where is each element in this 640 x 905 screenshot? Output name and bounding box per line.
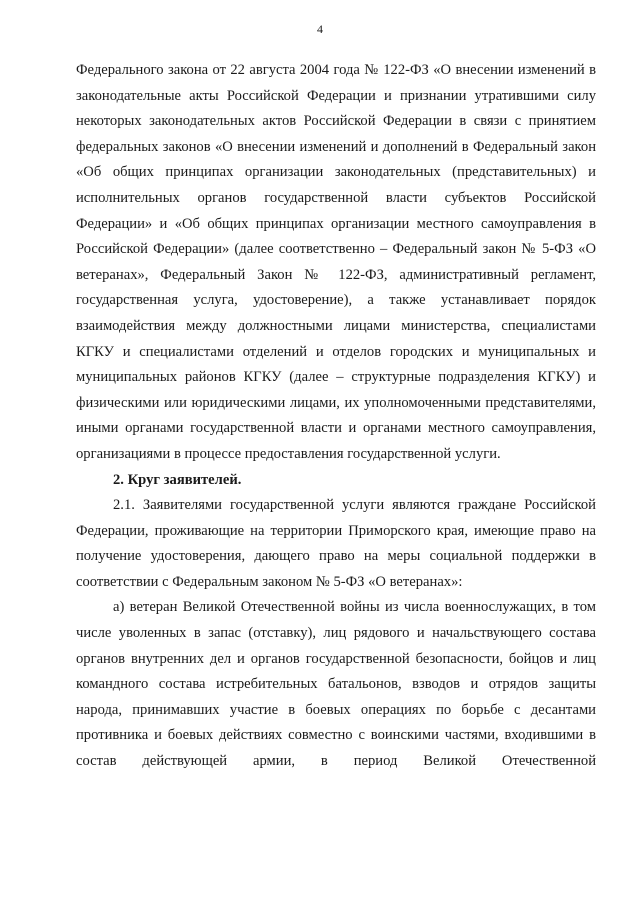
paragraph-2-1: 2.1. Заявителями государственной услуги являются граждане Российской Федерации, проживающие на территории Приморского края, имеющие право на получение удостоверения, дающего право на меры социальной поддержки в соответствии с Федеральным законом № 5-ФЗ «О ветеранах»:: [76, 497, 596, 590]
document-body: [76, 58, 596, 775]
paragraph-continuation: Федерального закона от 22 августа 2004 года № 122-ФЗ «О внесении изменений в законодательные акты Российской Федерации и признании утратившими силу некоторых законодательных актов Российской Федерации в связи с принятием федеральных законов «О внесении изменений и дополнений в Федеральный закон «Об общих принципах организации законодательных (представительных) и исполнительных органов государственной власти субъектов Российской Федерации» и «Об общих принципах организации местного самоуправления в Российской Федерации» (далее соответственно – Федеральный закон № 5-ФЗ «О ветеранах», Федеральный Закон № 122-ФЗ, административный регламент, государственная услуга, удостоверение), а также устанавливает порядок взаимодействия между должностными лицами министерства, специалистами КГКУ и специалистами отделений и отделов городских и муниципальных и муниципальных районов КГКУ (далее – структурные подразделения КГКУ) и физическими или юридическими лицами, их уполномоченными представителями, иными органами государственной власти и органами местного самоуправления, организациями в процессе предоставления государственной услуги.: [76, 62, 596, 462]
section-heading-applicants: 2. Круг заявителей.: [113, 471, 242, 488]
list-item-a: а) ветеран Великой Отечественной войны из числа военнослужащих, в том числе уволенных в запас (отставку), лиц рядового и начальствующего состава органов внутренних дел и органов государственной безопасности, бойцов и лиц командного состава истребительных батальонов, взводов и отрядов защиты народа, принимавших участие в боевых операциях по борьбе с десантами противника и боевых действиях совместно с воинскими частями, входившими в состав действующей армии, в период Великой Отечественной: [76, 599, 596, 770]
page-number: 4: [317, 22, 323, 36]
